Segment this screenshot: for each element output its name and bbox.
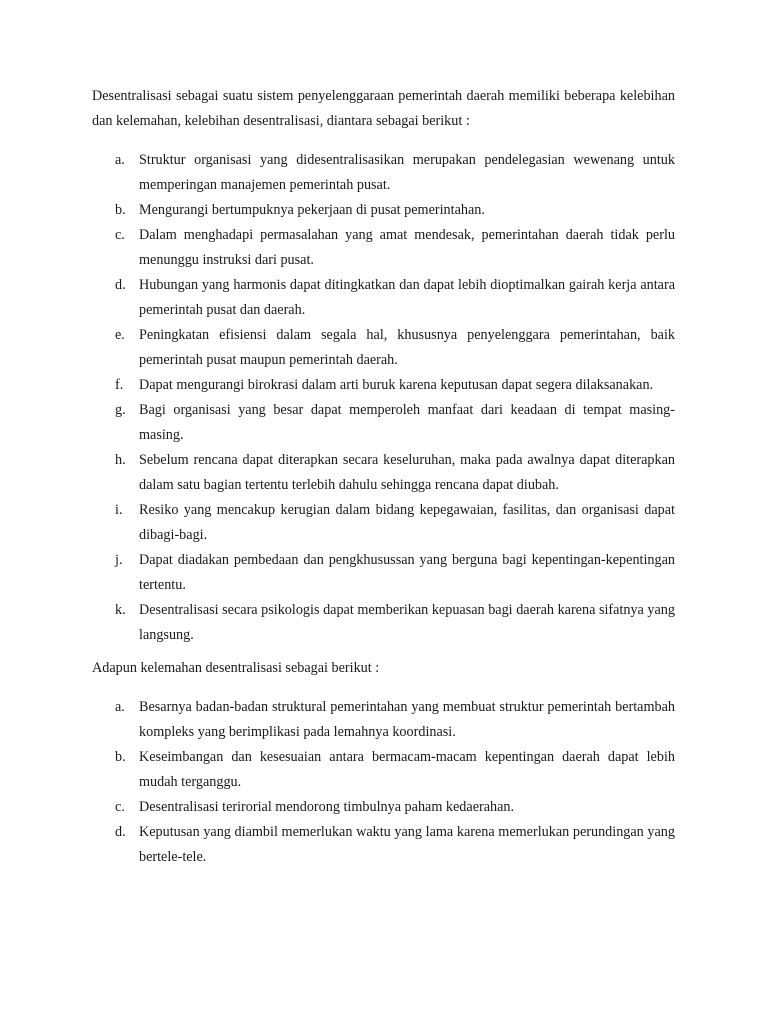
list-item (92, 820, 675, 870)
list-item-text: Dapat diadakan pembedaan dan pengkhusussan yang berguna bagi kepentingan-kepentingan tertentu. (139, 552, 675, 593)
list-marker: j. (115, 552, 123, 568)
list-item (92, 373, 675, 398)
list-item-text: Besarnya badan-badan struktural pemerintahan yang membuat struktur pemerintah bertambah kompleks yang berimplikasi pada lemahnya koordinasi. (139, 699, 675, 740)
list-item (92, 398, 675, 448)
list-item (92, 223, 675, 273)
list-item-text: Keputusan yang diambil memerlukan waktu yang lama karena memerlukan perundingan yang bertele-tele. (139, 824, 675, 865)
list-item-text: Bagi organisasi yang besar dapat memperoleh manfaat dari keadaan di tempat masing-masing. (139, 402, 675, 443)
list-marker: a. (115, 699, 125, 715)
disadvantages-list (92, 695, 675, 870)
list-marker: c. (115, 799, 125, 815)
list-marker: i. (115, 502, 123, 518)
list-item (92, 448, 675, 498)
list-marker: k. (115, 602, 126, 618)
list-item-text: Keseimbangan dan kesesuaian antara bermacam-macam kepentingan daerah dapat lebih mudah terganggu. (139, 749, 675, 790)
document-page (92, 84, 675, 870)
list-marker: h. (115, 452, 126, 468)
advantages-list (92, 148, 675, 648)
advantages-intro: Desentralisasi sebagai suatu sistem penyelenggaraan pemerintah daerah memiliki beberapa kelebihan dan kelemahan, kelebihan desentralisasi, diantara sebagai berikut : (92, 88, 675, 129)
list-item-text: Dapat mengurangi birokrasi dalam arti buruk karena keputusan dapat segera dilaksanakan. (139, 377, 654, 393)
list-marker: g. (115, 402, 126, 418)
list-item (92, 548, 675, 598)
list-marker: c. (115, 227, 125, 243)
list-item-text: Hubungan yang harmonis dapat ditingkatkan dan dapat lebih dioptimalkan gairah kerja antara pemerintah pusat dan daerah. (139, 277, 675, 318)
list-item-text: Sebelum rencana dapat diterapkan secara keseluruhan, maka pada awalnya dapat diterapkan dalam satu bagian tertentu terlebih dahulu sehingga rencana dapat diubah. (139, 452, 675, 493)
list-item-text: Struktur organisasi yang didesentralisasikan merupakan pendelegasian wewenang untuk memperingan manajemen pemerintah pusat. (139, 152, 675, 193)
list-item (92, 745, 675, 795)
list-marker: b. (115, 202, 126, 218)
list-marker: f. (115, 377, 124, 393)
list-item (92, 273, 675, 323)
list-item-text: Desentralisasi secara psikologis dapat memberikan kepuasan bagi daerah karena sifatnya yang langsung. (139, 602, 675, 643)
list-item (92, 598, 675, 648)
list-item-text: Resiko yang mencakup kerugian dalam bidang kepegawaian, fasilitas, dan organisasi dapat dibagi-bagi. (139, 502, 675, 543)
list-item-text: Desentralisasi terirorial mendorong timbulnya paham kedaerahan. (139, 799, 515, 815)
list-item-text: Peningkatan efisiensi dalam segala hal, khususnya penyelenggara pemerintahan, baik pemerintah pusat maupun pemerintah daerah. (139, 327, 675, 368)
list-item (92, 498, 675, 548)
list-item (92, 323, 675, 373)
list-marker: a. (115, 152, 125, 168)
list-item (92, 198, 675, 223)
disadvantages-intro: Adapun kelemahan desentralisasi sebagai berikut : (92, 660, 380, 676)
list-item (92, 795, 675, 820)
list-marker: d. (115, 277, 126, 293)
list-item-text: Dalam menghadapi permasalahan yang amat mendesak, pemerintahan daerah tidak perlu menunggu instruksi dari pusat. (139, 227, 675, 268)
list-item (92, 148, 675, 198)
list-marker: d. (115, 824, 126, 840)
list-marker: b. (115, 749, 126, 765)
list-item (92, 695, 675, 745)
list-marker: e. (115, 327, 125, 343)
list-item-text: Mengurangi bertumpuknya pekerjaan di pusat pemerintahan. (139, 202, 485, 218)
